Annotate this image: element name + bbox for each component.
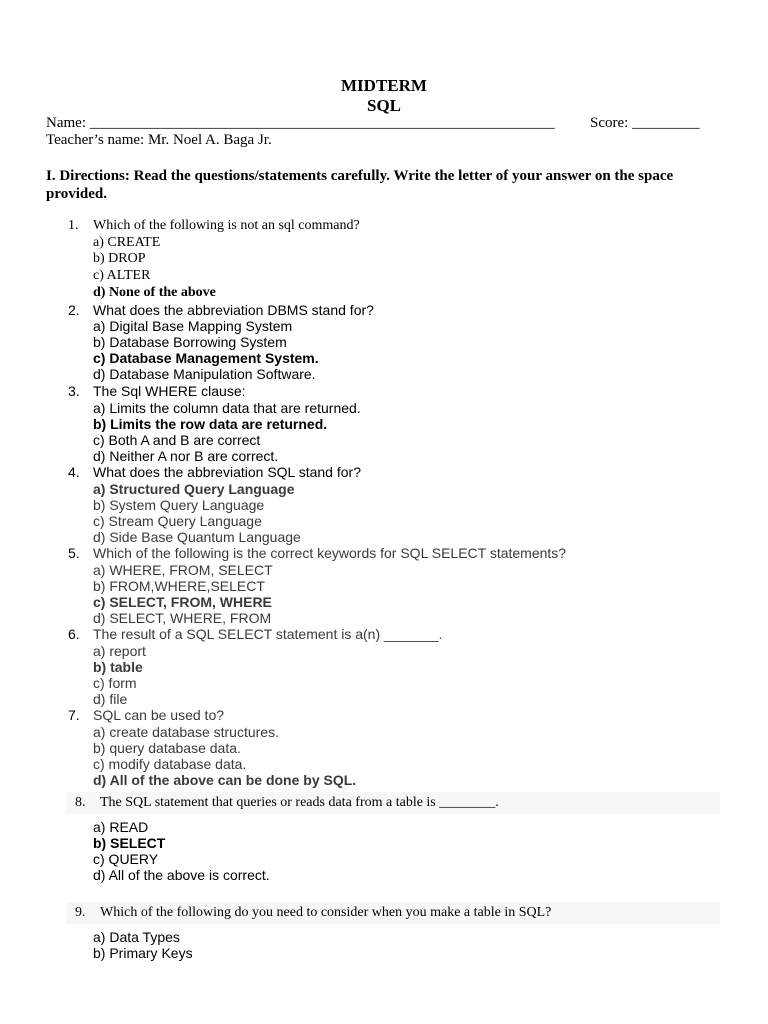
option-d: d) SELECT, WHERE, FROM [93, 610, 272, 626]
page-subtitle: SQL [366, 96, 402, 115]
option-c-answer: c) Database Management System. [93, 350, 319, 366]
option-a: a) Digital Base Mapping System [93, 318, 293, 334]
question-number: 5. [68, 545, 80, 561]
option-d: d) Neither A nor B are correct. [93, 448, 279, 464]
option-c: c) modify database data. [93, 756, 247, 772]
question-text: Which of the following do you need to consider when you make a table in SQL? [100, 905, 552, 920]
option-b: b) query database data. [93, 740, 241, 756]
option-a: a) READ [93, 819, 149, 835]
question-number: 2. [68, 302, 80, 318]
question-number: 9. [75, 905, 86, 920]
option-b: b) Primary Keys [93, 945, 193, 961]
option-b-answer: b) table [93, 659, 143, 675]
option-c: c) form [93, 675, 137, 691]
option-b-answer: b) Limits the row data are returned. [93, 416, 328, 432]
question-text: Which of the following is the correct keywords for SQL SELECT statements? [93, 545, 567, 561]
question-number: 3. [68, 383, 80, 399]
option-b: b) System Query Language [93, 497, 265, 513]
name-field-line: Name: ______________________________________________________________ [46, 115, 555, 131]
option-c: c) QUERY [93, 851, 159, 867]
teacher-name-line: Teacher’s name: Mr. Noel A. Baga Jr. [46, 132, 272, 148]
option-d: d) file [93, 691, 128, 707]
option-b: b) Database Borrowing System [93, 334, 287, 350]
option-a: a) report [93, 643, 146, 659]
question-number: 7. [68, 707, 80, 723]
option-b-answer: b) SELECT [93, 835, 166, 851]
question-text: Which of the following is not an sql command? [93, 218, 360, 233]
question-text: What does the abbreviation DBMS stand for? [93, 302, 374, 318]
option-a: a) CREATE [93, 235, 161, 250]
question-number: 6. [68, 626, 80, 642]
option-a: a) create database structures. [93, 724, 279, 740]
option-a: a) Limits the column data that are returned. [93, 400, 361, 416]
option-a: a) WHERE, FROM, SELECT [93, 562, 273, 578]
question-text: The SQL statement that queries or reads data from a table is ________. [100, 795, 499, 810]
option-d-answer: d) None of the above [93, 285, 216, 300]
score-field-line: Score: _________ [590, 115, 700, 131]
question-text: The result of a SQL SELECT statement is a(n) _______. [93, 626, 443, 642]
question-number: 4. [68, 464, 80, 480]
option-c-answer: c) SELECT, FROM, WHERE [93, 594, 272, 610]
option-d: d) Side Base Quantum Language [93, 529, 301, 545]
option-c: c) ALTER [93, 268, 151, 283]
directions-text: I. Directions: Read the questions/statements carefully. Write the letter of your answer on the space provided. [46, 168, 674, 202]
option-d: d) All of the above is correct. [93, 867, 270, 883]
option-d: d) Database Manipulation Software. [93, 366, 316, 382]
question-text: The Sql WHERE clause: [93, 383, 246, 399]
page-title: MIDTERM [341, 76, 427, 95]
option-c: c) Both A and B are correct [93, 432, 261, 448]
question-text: What does the abbreviation SQL stand for? [93, 464, 361, 480]
option-d-answer: d) All of the above can be done by SQL. [93, 772, 357, 788]
question-number: 8. [75, 795, 86, 810]
option-a: a) Data Types [93, 929, 180, 945]
option-b: b) DROP [93, 251, 146, 266]
question-text: SQL can be used to? [93, 707, 225, 723]
question-number: 1. [68, 218, 79, 233]
option-a-answer: a) Structured Query Language [93, 481, 295, 497]
option-c: c) Stream Query Language [93, 513, 262, 529]
option-b: b) FROM,WHERE,SELECT [93, 578, 265, 594]
